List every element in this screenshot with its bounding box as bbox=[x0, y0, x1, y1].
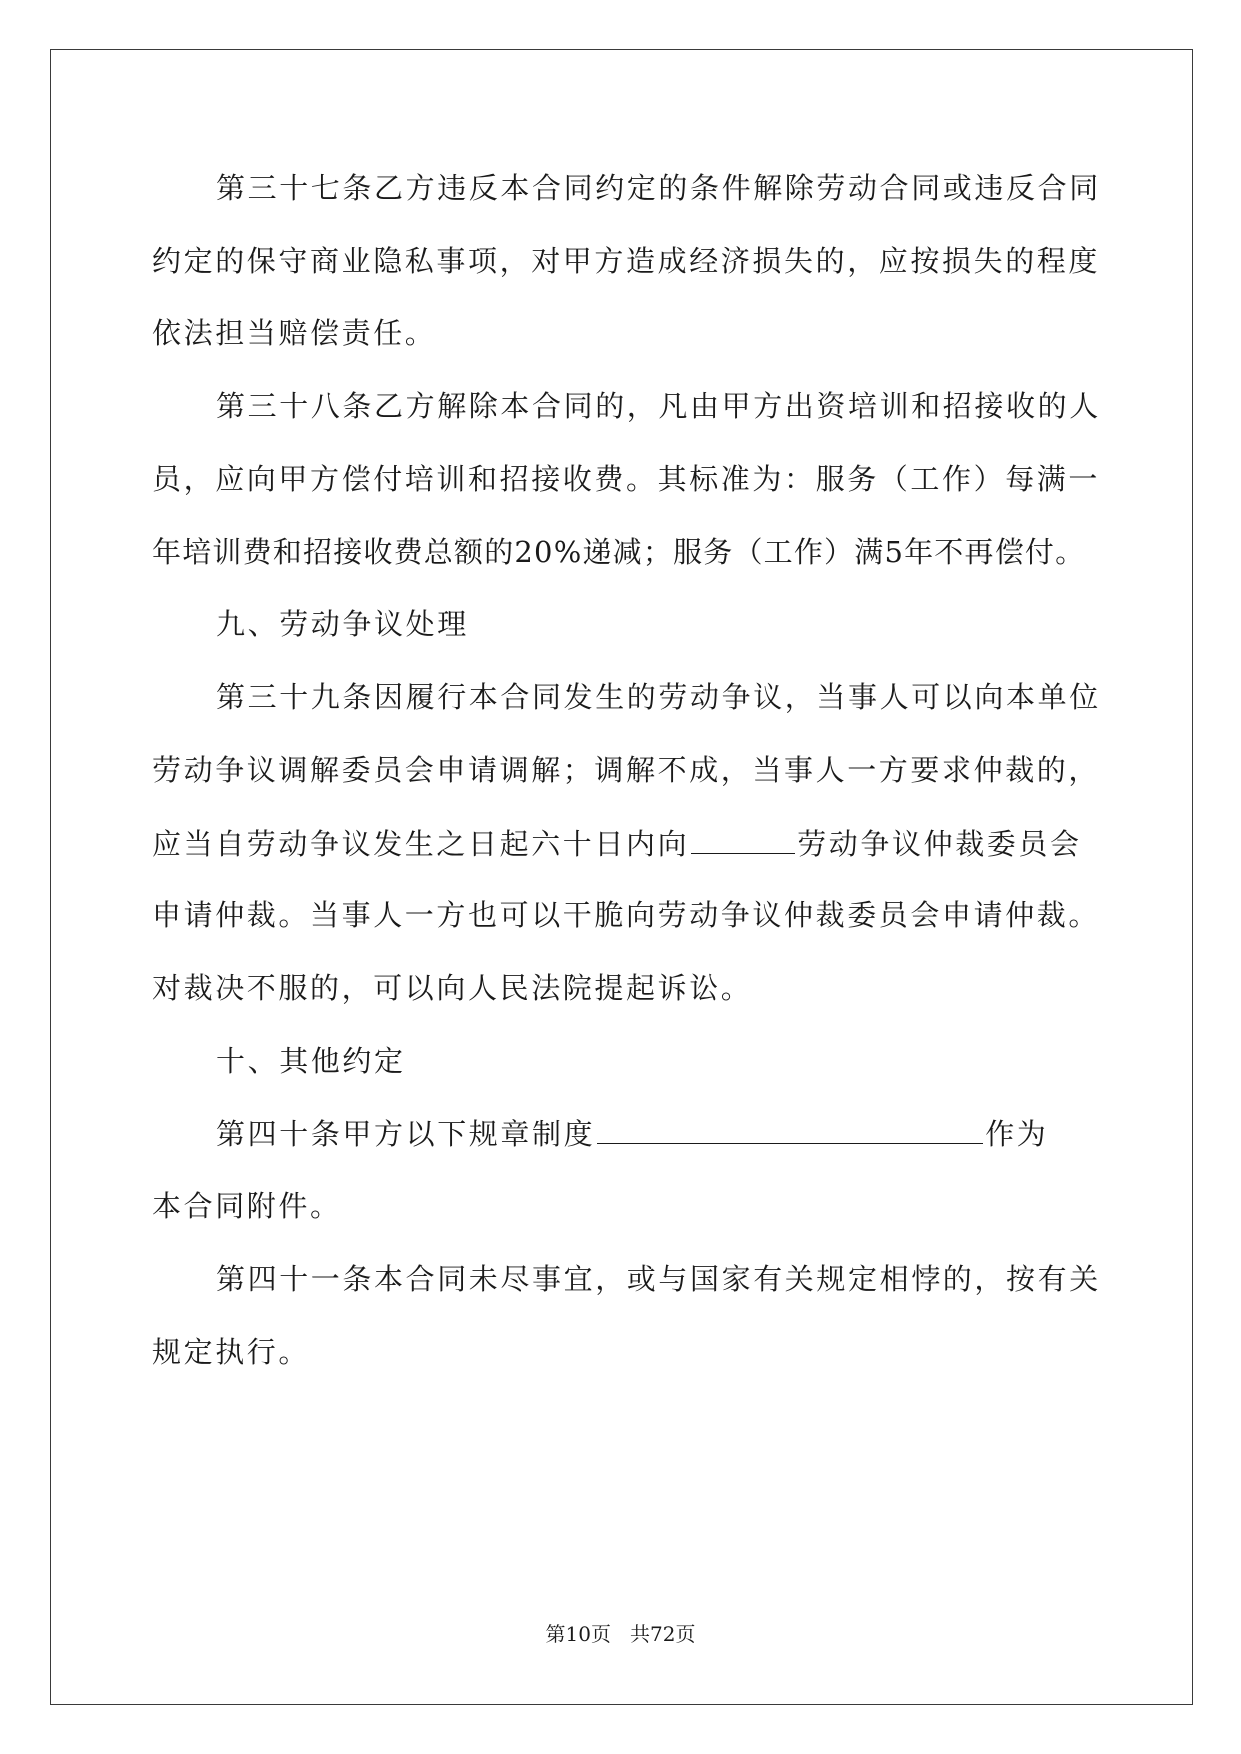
paragraph-line: 本合同附件。 bbox=[152, 1189, 342, 1223]
paragraph-line: 第三十九条因履行本合同发生的劳动争议，当事人可以向本单位 bbox=[216, 680, 1101, 714]
paragraph-line: 员，应向甲方偿付培训和招接收费。其标准为：服务（工作）每满一 bbox=[152, 462, 1101, 496]
page-border bbox=[50, 49, 1193, 1705]
section-heading: 九、劳动争议处理 bbox=[216, 607, 469, 641]
paragraph-line: 第三十七条乙方违反本合同约定的条件解除劳动合同或违反合同 bbox=[216, 171, 1101, 205]
paragraph-line: 对裁决不服的，可以向人民法院提起诉讼。 bbox=[152, 971, 753, 1005]
page-total: 共72页 bbox=[630, 1622, 696, 1646]
line-segment: 劳动争议仲裁委员会 bbox=[797, 827, 1082, 861]
line-segment: 应当自劳动争议发生之日起六十日内向 bbox=[152, 827, 690, 861]
paragraph-line-with-blank bbox=[216, 1113, 1048, 1153]
line-segment: 第四十条甲方以下规章制度 bbox=[216, 1117, 596, 1151]
paragraph-line-with-blank bbox=[152, 823, 1082, 863]
fill-in-blank bbox=[691, 823, 795, 854]
page-number: 第10页 bbox=[545, 1622, 611, 1646]
paragraph-line: 依法担当赔偿责任。 bbox=[152, 316, 437, 350]
paragraph-line: 第四十一条本合同未尽事宜，或与国家有关规定相悖的，按有关 bbox=[216, 1262, 1101, 1296]
section-heading: 十、其他约定 bbox=[216, 1044, 406, 1078]
paragraph-line: 年培训费和招接收费总额的20%递减；服务（工作）满5年不再偿付。 bbox=[152, 535, 1086, 569]
paragraph-line: 劳动争议调解委员会申请调解；调解不成，当事人一方要求仲裁的， bbox=[152, 753, 1101, 787]
paragraph-line: 规定执行。 bbox=[152, 1335, 311, 1369]
paragraph-line: 第三十八条乙方解除本合同的，凡由甲方出资培训和招接收的人 bbox=[216, 389, 1101, 423]
page-footer bbox=[0, 1621, 1241, 1647]
paragraph-line: 约定的保守商业隐私事项，对甲方造成经济损失的，应按损失的程度 bbox=[152, 244, 1101, 278]
line-segment: 作为 bbox=[985, 1117, 1049, 1151]
fill-in-blank bbox=[597, 1113, 983, 1144]
paragraph-line: 申请仲裁。当事人一方也可以干脆向劳动争议仲裁委员会申请仲裁。 bbox=[152, 898, 1101, 932]
